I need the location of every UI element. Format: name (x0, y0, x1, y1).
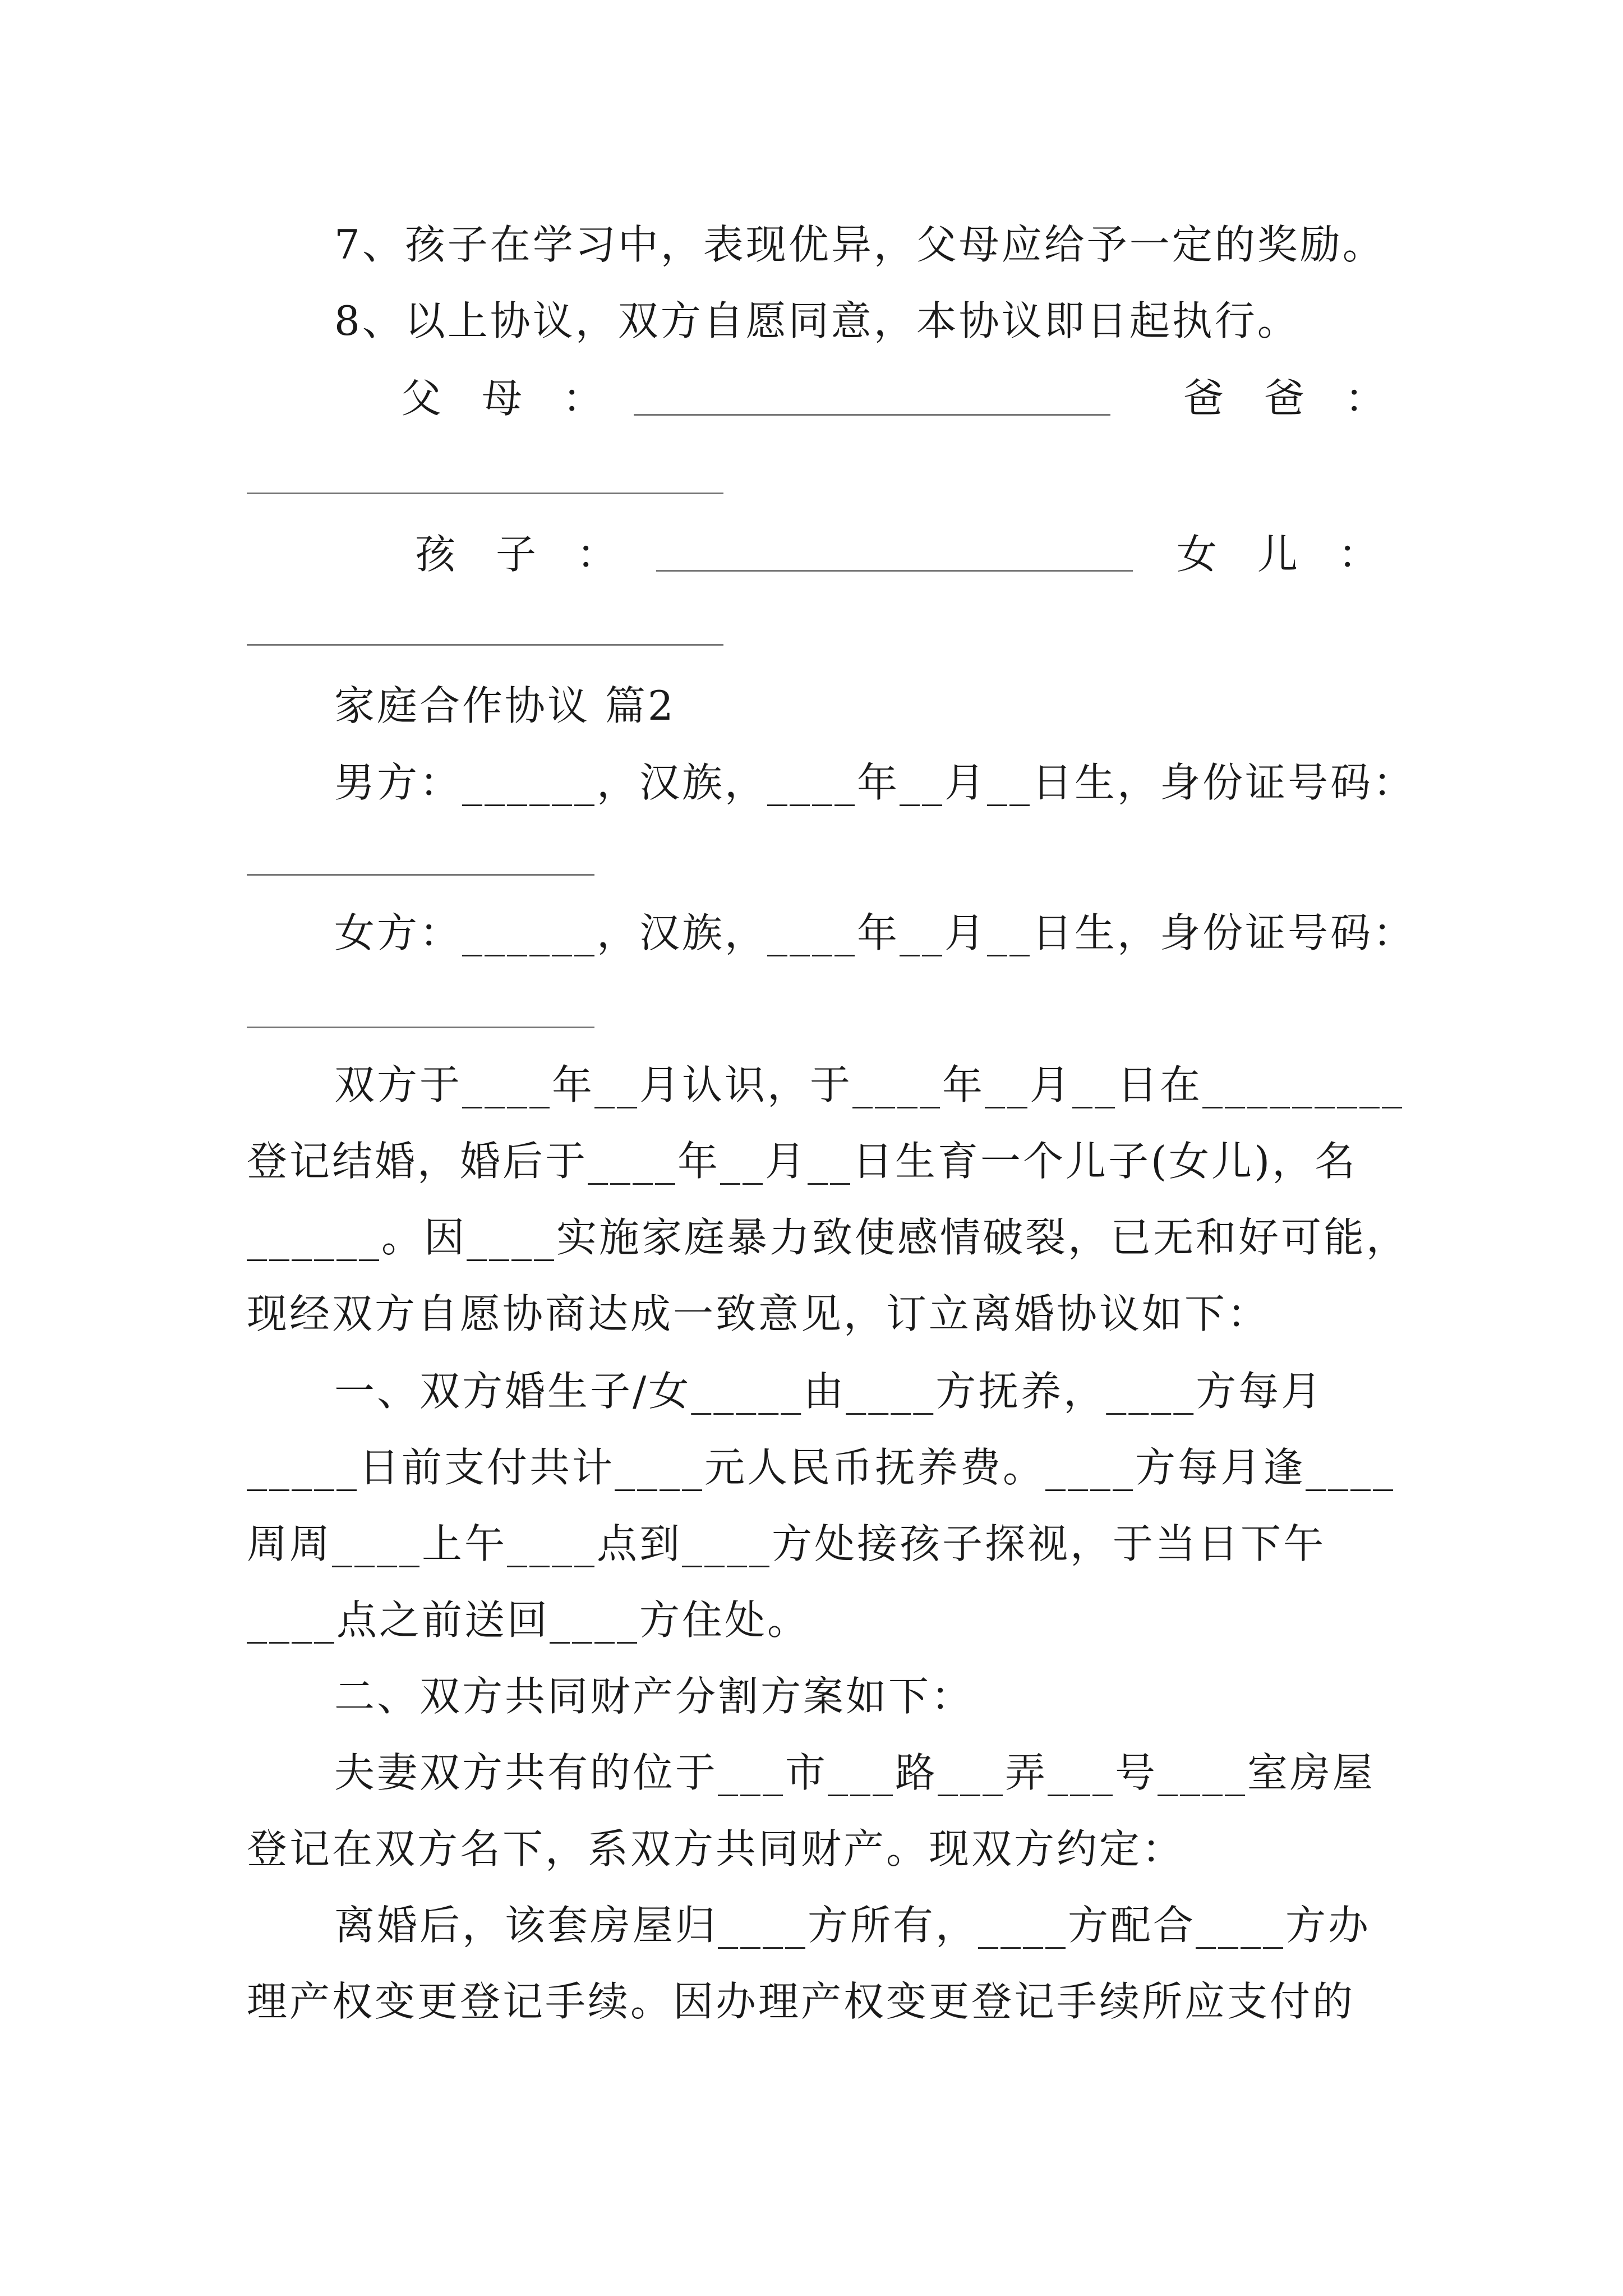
parents-label: 父 母 ： (401, 375, 603, 422)
para2-line1: 一、双方婚生子/女_____由____方抚养，____方每月 (334, 1368, 1324, 1415)
female-info: 女方：______，汉族，____年__月__日生，身份证号码： (334, 909, 1416, 956)
daughter-label: 女 儿 ： (1177, 531, 1379, 578)
para4-line1: 夫妻双方共有的位于___市___路___弄___号____室房屋 (334, 1749, 1376, 1796)
para2-line3: 周周____上午____点到____方处接孩子探视，于当日下午 (247, 1520, 1326, 1567)
para4-line2: 登记在双方名下，系双方共同财产。现双方约定： (247, 1825, 1185, 1872)
para2-line2: _____日前支付共计____元人民币抚养费。____方每月逢____ (247, 1444, 1396, 1491)
dad-signature-line (247, 493, 723, 494)
dad-label: 爸 爸 ： (1183, 375, 1386, 422)
para1-line2: 登记结婚，婚后于____年__月__日生育一个儿子(女儿)，名 (247, 1138, 1358, 1185)
child-label: 孩 子 ： (415, 531, 617, 578)
para3: 二、双方共同财产分割方案如下： (334, 1673, 974, 1720)
item-8: 8、以上协议，双方自愿同意，本协议即日起执行。 (334, 297, 1300, 344)
para1-line3: ______。因____实施家庭暴力致使感情破裂，已无和好可能， (247, 1214, 1409, 1261)
male-id-line (247, 874, 594, 876)
para5-line1: 离婚后，该套房屋归____方所有，____方配合____方办 (334, 1902, 1371, 1949)
child-signature-line (656, 570, 1133, 572)
parents-signature-line (634, 414, 1110, 416)
para1-line4: 现经双方自愿协商达成一致意见，订立离婚协议如下： (247, 1290, 1270, 1337)
daughter-signature-line (247, 644, 723, 646)
item-7: 7、孩子在学习中，表现优异，父母应给予一定的奖励。 (334, 221, 1385, 268)
para1-line1: 双方于____年__月认识，于____年__月__日在_________ (334, 1061, 1405, 1108)
female-id-line (247, 1027, 594, 1028)
para5-line2: 理产权变更登记手续。因办理产权变更登记手续所应支付的 (247, 1978, 1355, 2025)
male-info: 男方：______，汉族，____年__月__日生，身份证号码： (334, 759, 1416, 806)
para2-line4: ____点之前送回____方住处。 (247, 1596, 810, 1644)
section-heading: 家庭合作协议 篇2 (334, 682, 676, 729)
